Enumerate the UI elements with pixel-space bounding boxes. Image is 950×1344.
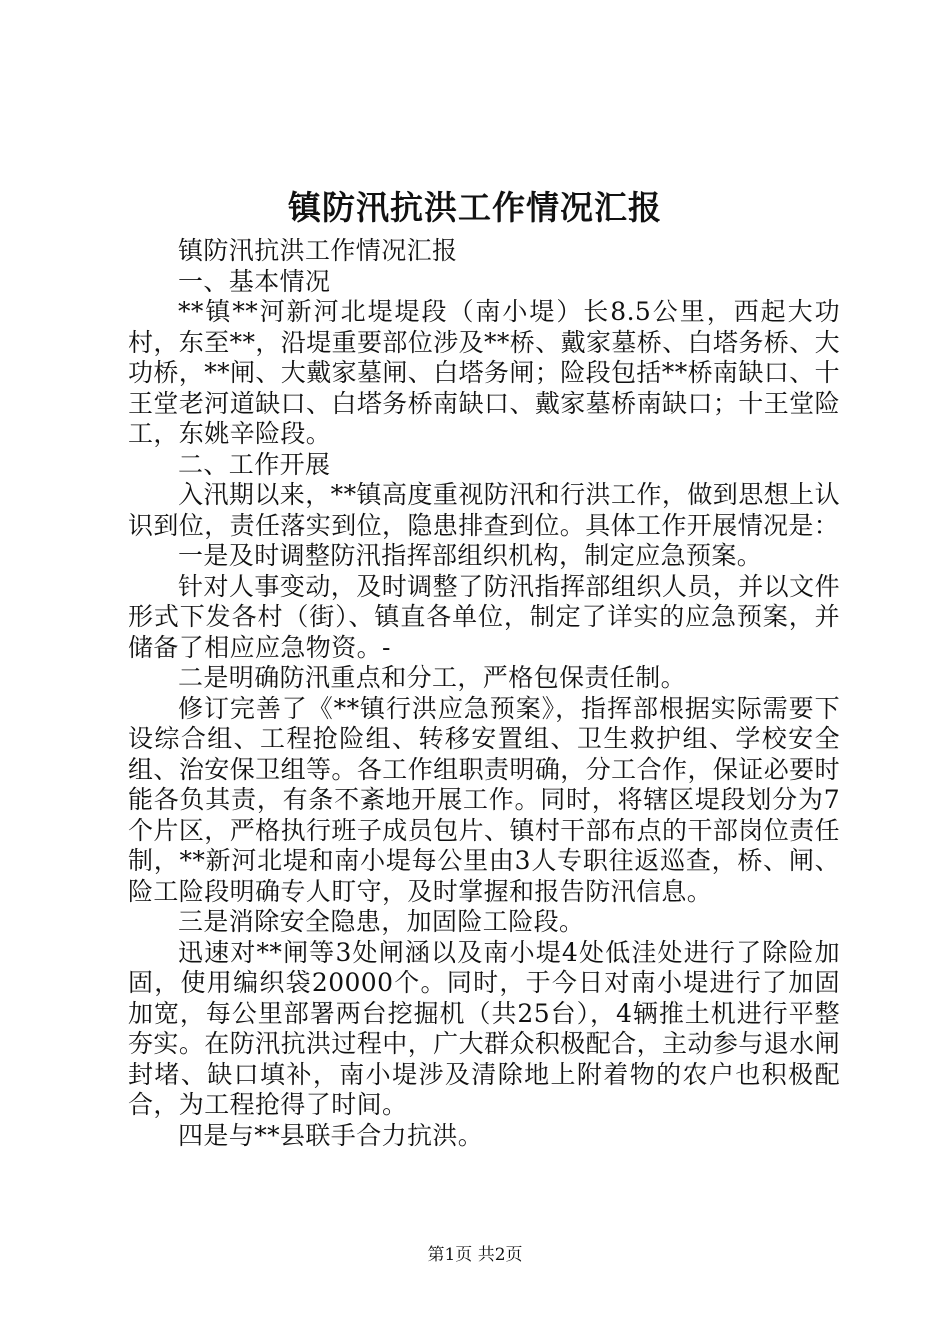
paragraph-work-overview: 入汛期以来，**镇高度重视防汛和行洪工作，做到思想上认识到位，责任落实到位，隐患排查到位。具体工作开展情况是： [128,480,840,540]
document-body [128,236,840,1151]
paragraph-item-3: 迅速对**闸等3处闸涵以及南小堤4处低洼处进行了除险加固，使用编织袋20000个。同时，于今日对南小堤进行了加固加宽，每公里部署两台挖掘机（共25台），4辆推土机进行平整夯实。在防汛抗洪过程中，广大群众积极配合，主动参与退水闸封堵、缺口填补，南小堤涉及清除地上附着物的农户也积极配合，为工程抢得了时间。 [128,937,840,1119]
paragraph-item-1: 针对人事变动，及时调整了防汛指挥部组织人员，并以文件形式下发各村（街）、镇直各单位，制定了详实的应急预案，并储备了相应应急物资。- [128,571,840,662]
document-title: 镇防汛抗洪工作情况汇报 [288,188,662,227]
item-heading-1: 一是及时调整防汛指挥部组织机构，制定应急预案。 [178,541,763,570]
section-heading-basic-situation: 一、基本情况 [178,266,331,296]
paragraph-item-2: 修订完善了《**镇行洪应急预案》，指挥部根据实际需要下设综合组、工程抢险组、转移安置组、卫生救护组、学校安全组、治安保卫组等。各工作组职责明确，分工合作，保证必要时能各负其责，有条不紊地开展工作。同时，将辖区堤段划分为7个片区，严格执行班子成员包片、镇村干部布点的干部岗位责任制，**新河北堤和南小堤每公里由3人专职往返巡查，桥、闸、险工险段明确专人盯守，及时掌握和报告防汛信息。 [128,693,840,906]
item-heading-3: 三是消除安全隐患，加固险工险段。 [178,907,585,936]
paragraph-subtitle: 镇防汛抗洪工作情况汇报 [178,236,458,265]
item-heading-2: 二是明确防汛重点和分工，严格包保责任制。 [178,663,687,692]
page-footer: 第1页 共2页 [427,1245,523,1265]
item-heading-4: 四是与**县联手合力抗洪。 [178,1120,484,1150]
paragraph-basic-situation: **镇**河新河北堤堤段（南小堤）长8.5公里，西起大功村，东至**，沿堤重要部位涉及**桥、戴家墓桥、白塔务桥、大功桥，**闸、大戴家墓闸、白塔务闸；险段包括**桥南缺口、十王堂老河道缺口、白塔务桥南缺口、戴家墓桥南缺口；十王堂险工，东姚辛险段。 [128,297,841,448]
section-heading-work-progress: 二、工作开展 [178,449,331,479]
